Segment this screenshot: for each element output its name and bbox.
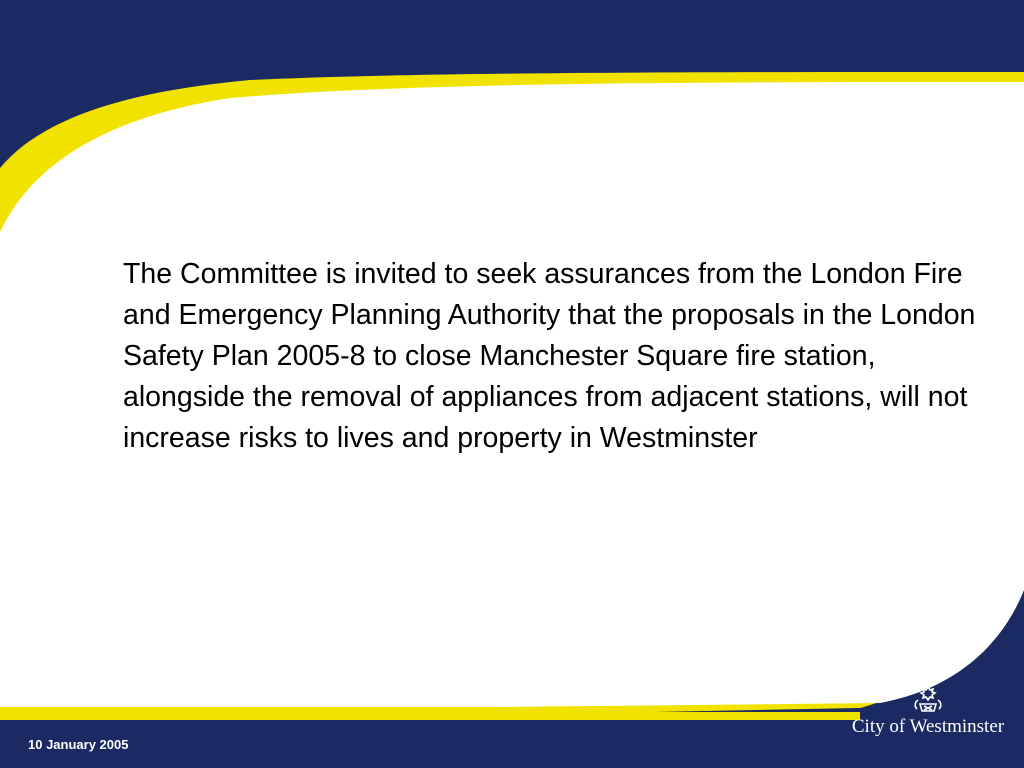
footer-date: 10 January 2005 (28, 737, 129, 752)
westminster-crest-icon (909, 684, 947, 714)
bottom-yellow-stripe (0, 712, 860, 720)
brand-name: City of Westminster (851, 716, 1005, 737)
body-text: The Committee is invited to seek assurances from the London Fire and Emergency Planning Authority that the proposals in the London Safety Plan 2005-8 to close Manchester Square fire station, alongside the removal of appliances from adjacent stations, will not increase risks to lives and property in Westminster (123, 258, 976, 454)
brand-logo (848, 684, 1008, 738)
